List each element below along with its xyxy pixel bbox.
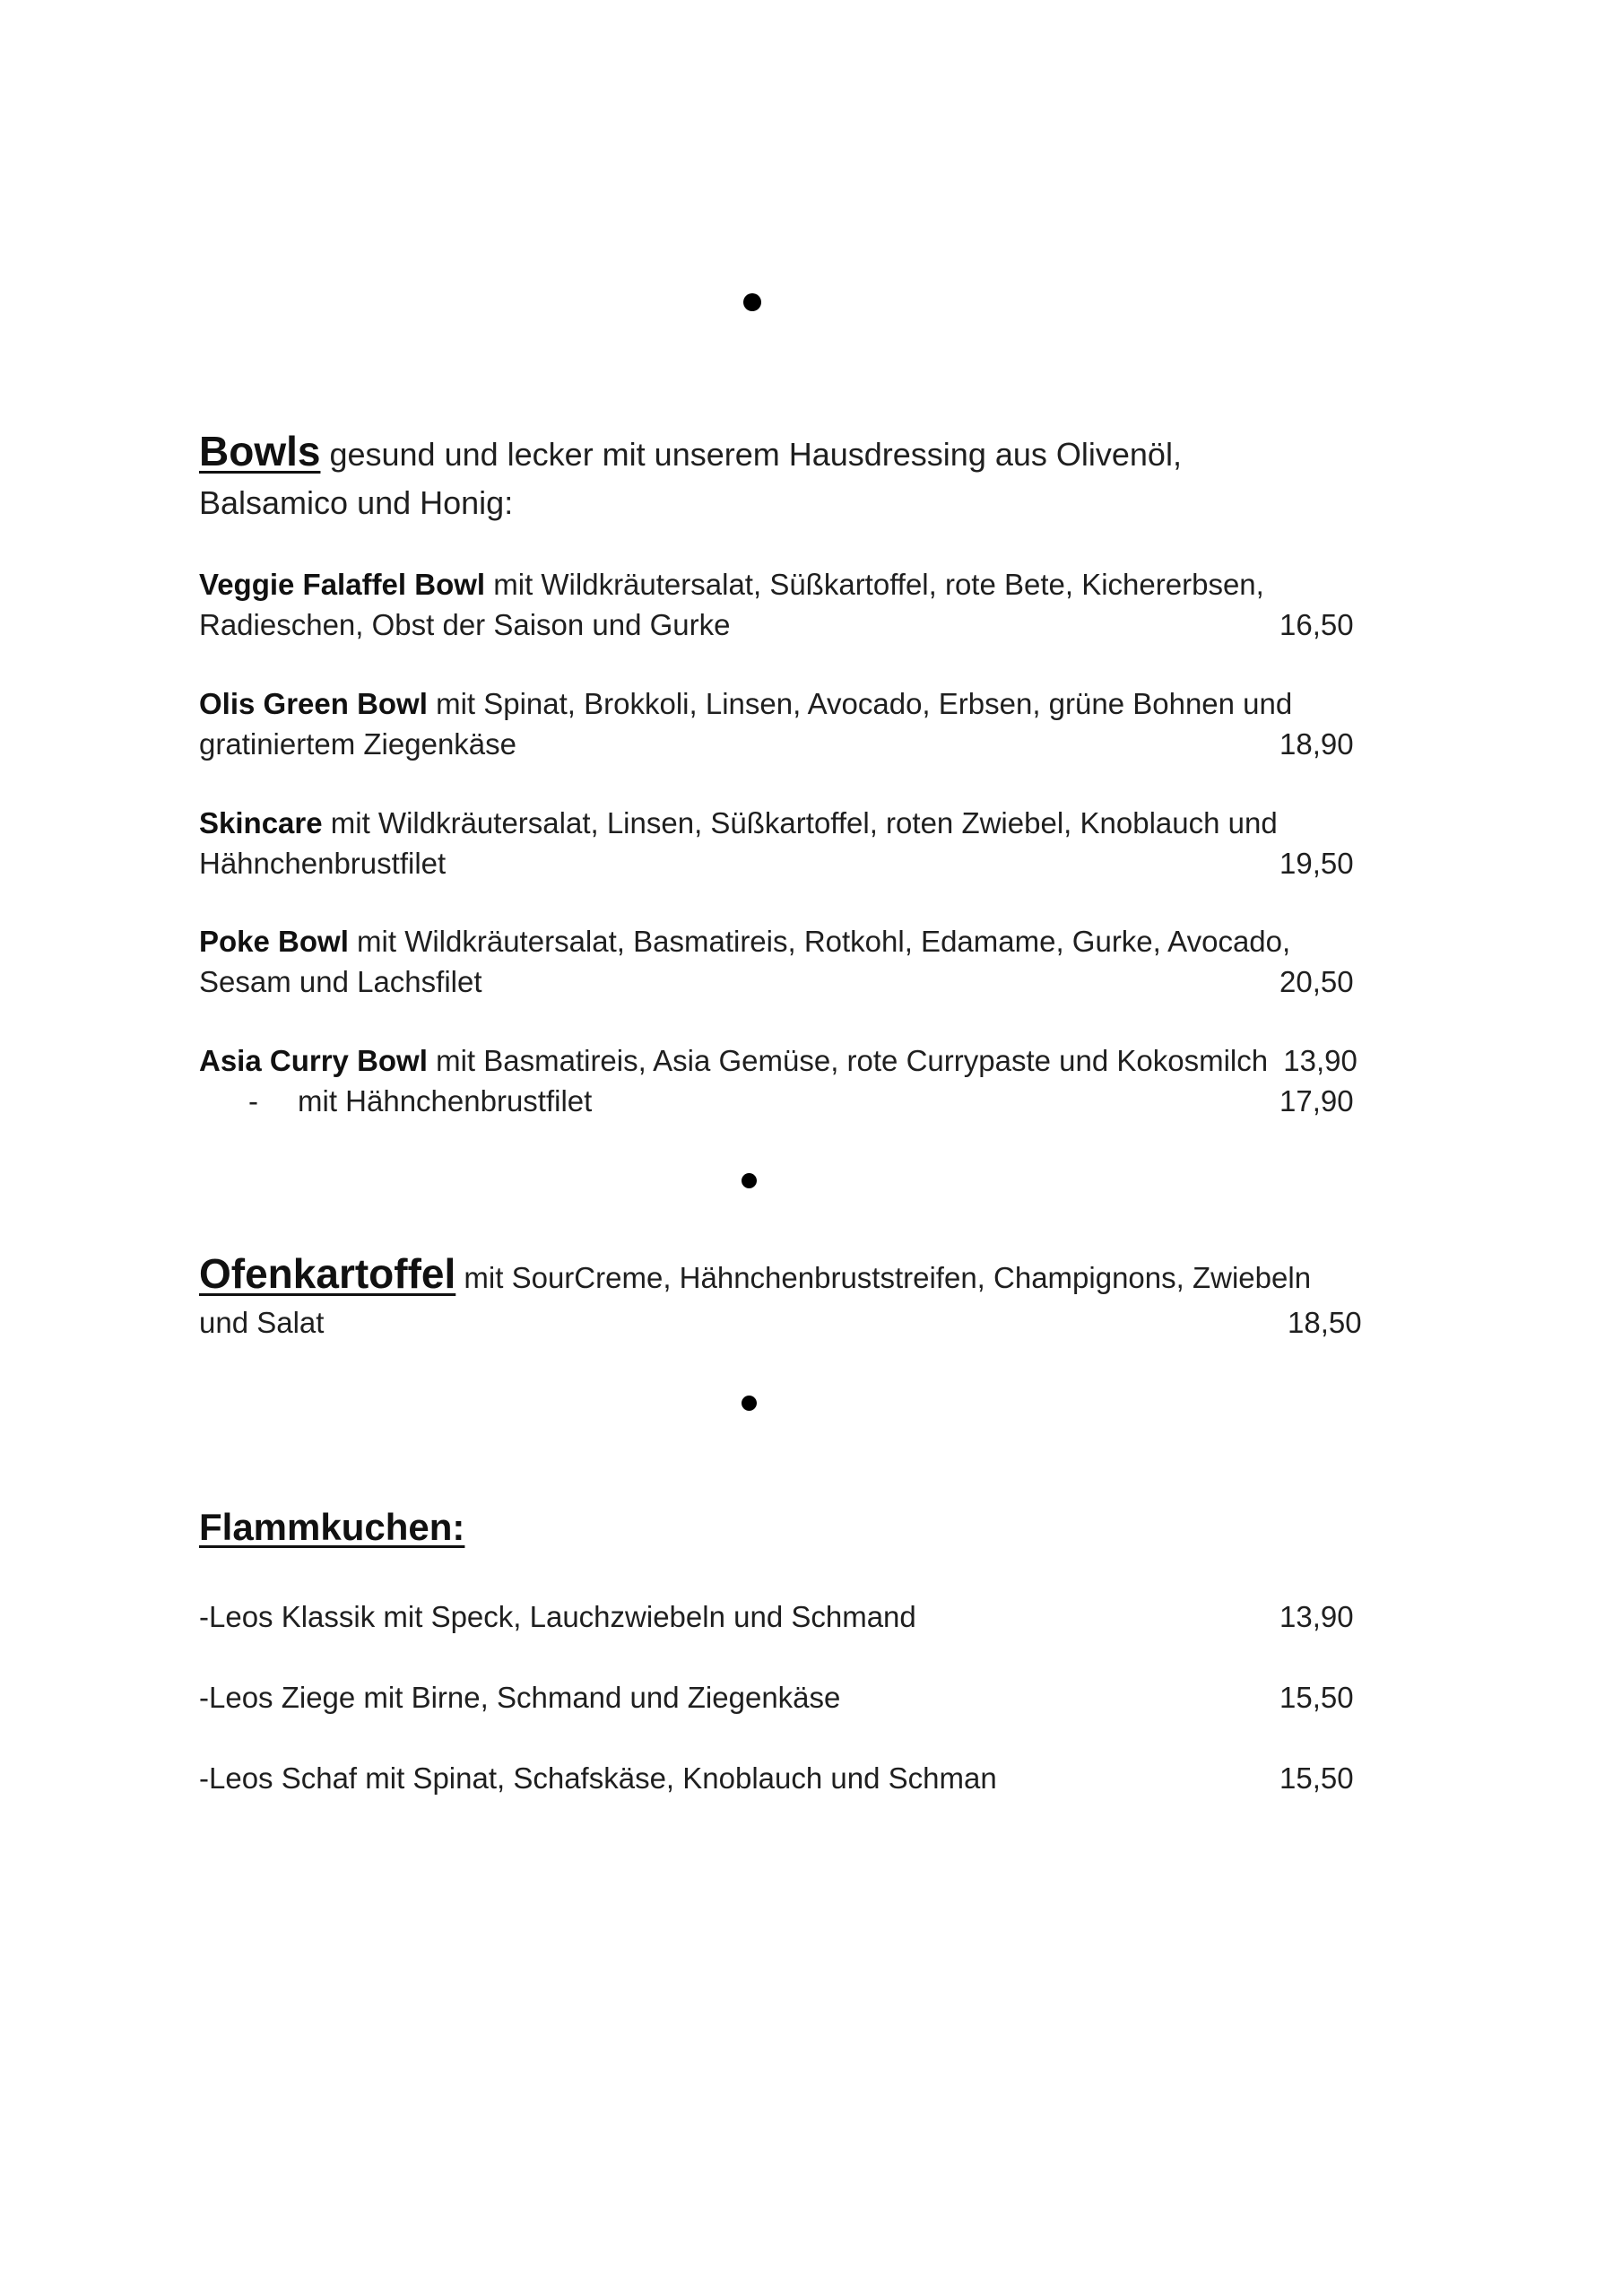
item-name: Poke Bowl	[199, 925, 349, 958]
sub-item-text: mit Hähnchenbrustfilet	[298, 1084, 593, 1118]
flammkuchen-title: Flammkuchen:	[199, 1506, 465, 1548]
item-desc-line2: Sesam und Lachsfilet	[199, 965, 482, 998]
menu-item-asia-curry-bowl	[199, 1040, 1383, 1081]
item-text: -Leos Schaf mit Spinat, Schafskäse, Knoblauch und Schman	[199, 1761, 997, 1795]
ofenkartoffel-title: Ofenkartoffel	[199, 1250, 456, 1297]
bullet-divider-top	[743, 293, 761, 311]
item-price: 15,50	[1279, 1761, 1354, 1795]
item-price: 16,50	[1279, 608, 1354, 641]
item-name: Olis Green Bowl	[199, 687, 428, 720]
bowls-intro-line1: gesund und lecker mit unserem Hausdressing aus Olivenöl,	[320, 436, 1182, 473]
item-text: -Leos Ziege mit Birne, Schmand und Ziegenkäse	[199, 1681, 841, 1714]
bowls-heading	[199, 427, 1401, 527]
item-desc-line2: Radieschen, Obst der Saison und Gurke	[199, 608, 731, 641]
menu-subitem-haehnchenbrustfilet	[199, 1081, 1383, 1121]
menu-item-leos-klassik	[199, 1596, 1383, 1637]
item-desc: mit Basmatireis, Asia Gemüse, rote Currypaste und Kokosmilch	[427, 1044, 1269, 1077]
sub-item-dash: -	[248, 1084, 258, 1118]
bowls-title: Bowls	[199, 428, 321, 474]
menu-item-olis-green-bowl	[199, 683, 1383, 764]
item-price: 13,90	[1283, 1044, 1357, 1077]
bullet-divider-middle	[742, 1173, 757, 1188]
ofenkartoffel-price: 18,50	[1288, 1306, 1362, 1339]
menu-item-leos-schaf	[199, 1758, 1383, 1798]
item-price: 18,90	[1279, 727, 1354, 761]
ofenkartoffel-desc-line1: mit SourCreme, Hähnchenbruststreifen, Champignons, Zwiebeln	[455, 1261, 1312, 1294]
item-price: 13,90	[1279, 1600, 1354, 1633]
menu-item-leos-ziege	[199, 1677, 1383, 1718]
bowls-intro-line2: Balsamico und Honig:	[199, 484, 514, 521]
item-desc-line1: mit Wildkräutersalat, Linsen, Süßkartoffel, roten Zwiebel, Knoblauch und	[322, 806, 1278, 839]
item-price: 15,50	[1279, 1681, 1354, 1714]
item-desc-line2: Hähnchenbrustfilet	[199, 847, 447, 880]
ofenkartoffel-desc-line2: und Salat	[199, 1306, 325, 1339]
menu-item-veggie-falaffel-bowl	[199, 564, 1383, 645]
menu-item-skincare	[199, 803, 1383, 883]
item-text: -Leos Klassik mit Speck, Lauchzwiebeln und Schmand	[199, 1600, 916, 1633]
sub-item-price: 17,90	[1279, 1084, 1354, 1118]
item-desc-line1: mit Spinat, Brokkoli, Linsen, Avocado, Erbsen, grüne Bohnen und	[427, 687, 1293, 720]
item-name: Skincare	[199, 806, 323, 839]
item-price: 20,50	[1279, 965, 1354, 998]
item-desc-line1: mit Wildkräutersalat, Süßkartoffel, rote Bete, Kichererbsen,	[485, 568, 1264, 601]
item-desc-line1: mit Wildkräutersalat, Basmatireis, Rotkohl, Edamame, Gurke, Avocado,	[348, 925, 1291, 958]
item-price: 19,50	[1279, 847, 1354, 880]
bullet-divider-lower	[742, 1396, 757, 1411]
menu-item-poke-bowl	[199, 921, 1383, 1002]
flammkuchen-heading	[199, 1503, 1401, 1553]
ofenkartoffel-section	[199, 1251, 1401, 1345]
item-name: Veggie Falaffel Bowl	[199, 568, 486, 601]
item-name: Asia Curry Bowl	[199, 1044, 428, 1077]
item-desc-line2: gratiniertem Ziegenkäse	[199, 727, 517, 761]
